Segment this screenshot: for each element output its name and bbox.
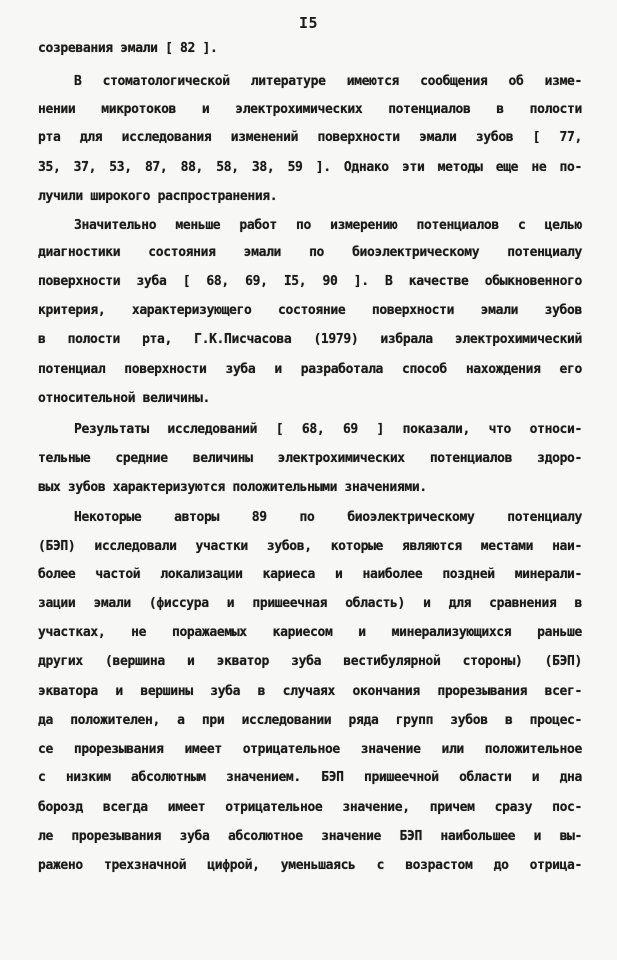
text-line: более частой локализации кариеса и наиболее поздней минерали- xyxy=(38,567,582,582)
text-line: нении микротоков и электрохимических потенциалов в полости xyxy=(38,102,582,117)
page-number: I5 xyxy=(298,14,319,32)
text-line: борозд всегда имеет отрицательное значение, причем сразу пос- xyxy=(38,800,582,815)
text-line: 35, 37, 53, 87, 88, 58, 38, 59 ]. Однако эти методы еще не по- xyxy=(38,160,582,175)
text-line: созревания эмали [ 82 ]. xyxy=(38,41,218,56)
text-line: участках, не поражаемых кариесом и минерализующихся раньше xyxy=(38,625,582,640)
text-line: рта для исследования изменений поверхности эмали зубов [ 77, xyxy=(38,130,582,145)
text-line: потенциал поверхности зуба и разработала способ нахождения его xyxy=(38,362,582,377)
text-line: Результаты исследований [ 68, 69 ] показали, что относи- xyxy=(74,422,582,437)
text-line: Некоторые авторы 89 по биоэлектрическому потенциалу xyxy=(74,510,582,525)
text-line: се прорезывания имеет отрицательное значение или положительное xyxy=(38,742,582,757)
text-line: экватора и вершины зуба в случаях окончания прорезывания всег- xyxy=(38,684,582,699)
text-line: (БЭП) исследовали участки зубов, которые являются местами наи- xyxy=(38,539,582,554)
text-line: ле прорезывания зуба абсолютное значение БЭП наибольшее и вы- xyxy=(38,829,582,844)
text-line: лучили широкого распространения. xyxy=(38,189,278,204)
text-line: относительной величины. xyxy=(38,391,210,406)
text-line: зации эмали (фиссура и пришеечная область) и для сравнения в xyxy=(38,596,582,611)
text-line: критерия, характеризующего состояние поверхности эмали зубов xyxy=(38,303,582,318)
text-line: тельные средние величины электрохимических потенциалов здоро- xyxy=(38,451,582,466)
text-line: других (вершина и экватор зуба вестибулярной стороны) (БЭП) xyxy=(38,654,582,669)
text-line: в полости рта, Г.К.Писчасова (1979) избрала электрохимический xyxy=(38,332,582,347)
text-line: ражено трехзначной цифрой, уменьшаясь с возрастом до отрица- xyxy=(38,858,582,873)
text-line: да положителен, а при исследовании ряда групп зубов в процес- xyxy=(38,713,582,728)
text-line: поверхности зуба [ 68, 69, I5, 90 ]. В качестве обыкновенного xyxy=(38,274,582,289)
text-line: В стоматологической литературе имеются сообщения об изме- xyxy=(74,74,582,89)
text-line: с низким абсолютным значением. БЭП пришеечной области и дна xyxy=(38,770,582,785)
text-line: диагностики состояния эмали по биоэлектрическому потенциалу xyxy=(38,245,582,260)
text-line: вых зубов характеризуются положительными значениями. xyxy=(38,480,427,495)
text-line: Значительно меньше работ по измерению потенциалов с целью xyxy=(74,218,582,233)
